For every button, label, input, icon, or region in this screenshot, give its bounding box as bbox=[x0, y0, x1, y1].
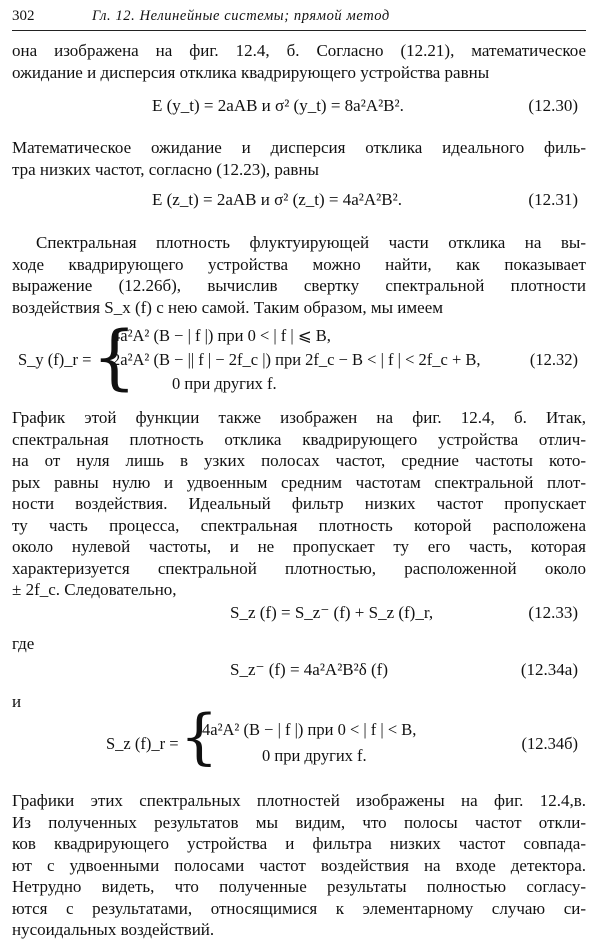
case-row: 0 при других f. bbox=[262, 746, 367, 765]
text-line: выражение (12.26б), вычислив свертку спектральной плотности bbox=[12, 276, 586, 295]
equation-12-32 bbox=[12, 316, 586, 400]
text-line: тра низких частот, согласно (12.23), равны bbox=[12, 159, 319, 179]
equation-body: S_z⁻ (f) = 4a²A²B²δ (f) bbox=[230, 660, 388, 679]
equation-12-30 bbox=[12, 96, 586, 122]
paragraph-2 bbox=[12, 137, 586, 180]
text-line: ности воздействия. Идеальный фильтр низких частот пропускает bbox=[12, 494, 586, 513]
page-header bbox=[12, 8, 586, 31]
page-number: 302 bbox=[12, 8, 35, 24]
paragraph-5 bbox=[12, 790, 586, 941]
equation-lhs: S_y (f)_r = bbox=[18, 350, 92, 369]
word-i: и bbox=[12, 692, 22, 711]
text-line: воздействия S_x (f) с нею самой. Таким образом, мы имеем bbox=[12, 297, 444, 317]
left-brace: { bbox=[180, 702, 219, 772]
paragraph-1 bbox=[12, 40, 586, 83]
case-row: 4a²A² (B − | f |) при 0 < | f | ⩽ B, bbox=[112, 326, 331, 345]
text-line: Математическое ожидание и дисперсия отклика идеального филь- bbox=[12, 138, 586, 157]
text-line: ются с результатами, относящимися к элементарному случаю си- bbox=[12, 898, 586, 918]
case-row: 4a²A² (B − | f |) при 0 < | f | < B, bbox=[202, 720, 417, 739]
equation-body: S_z (f) = S_z⁻ (f) + S_z (f)_r, bbox=[230, 603, 434, 622]
equation-number: (12.34б) bbox=[521, 734, 578, 753]
equation-number: (12.31) bbox=[528, 190, 578, 209]
equation-lhs: S_z (f)_r = bbox=[106, 734, 179, 753]
text-line: она изображена на фиг. 12.4, б. Согласно (12.21), математическое bbox=[12, 41, 586, 60]
equation-12-31 bbox=[12, 190, 586, 216]
equation-12-34a bbox=[12, 660, 586, 686]
text-line: Графики этих спектральных плотностей изображены на фиг. 12.4,в. bbox=[12, 791, 586, 810]
word-gde: где bbox=[12, 634, 35, 653]
text-line: Из полученных результатов мы видим, что полосы частот откли- bbox=[12, 812, 586, 832]
equation-number: (12.33) bbox=[528, 603, 578, 622]
text-line: График этой функции также изображен на фиг. 12.4, б. Итак, bbox=[12, 408, 586, 427]
equation-body: E (z_t) = 2aAB и σ² (z_t) = 4a²A²B². bbox=[152, 190, 402, 209]
text-line: спектральная плотность отклика квадрирующего устройства отлич- bbox=[12, 429, 586, 449]
text-line: Спектральная плотность флуктуирующей части отклика на вы- bbox=[36, 233, 586, 252]
paragraph-3 bbox=[12, 232, 586, 318]
text-line: Нетрудно видеть, что полученные результаты полностью согласу- bbox=[12, 877, 586, 896]
text-line: рых равны нулю и удвоенным средним частотам спектральной плот- bbox=[12, 472, 586, 492]
equation-number: (12.30) bbox=[528, 96, 578, 115]
text-line: ± 2f_c. Следовательно, bbox=[12, 580, 177, 599]
text-line: ют с удвоенными полосами частот воздействия на входе детектора. bbox=[12, 855, 586, 875]
text-line: ожидание и дисперсия отклика квадрирующего устройства равны bbox=[12, 62, 490, 82]
equation-number: (12.32) bbox=[529, 350, 578, 369]
text-line: на от нуля лишь в узких полосах частот, средние частоты кото- bbox=[12, 451, 586, 470]
text-line: ков квадрирующего устройства и фильтра низких частот совпада- bbox=[12, 834, 586, 853]
equation-12-34b bbox=[12, 702, 586, 772]
equation-12-33 bbox=[12, 603, 586, 629]
left-brace: { bbox=[92, 316, 137, 398]
running-title: Гл. 12. Нелинейные системы; прямой метод bbox=[92, 8, 390, 24]
text-line: ходе квадрирующего устройства можно найти, как показывает bbox=[12, 254, 586, 274]
text-line: нусоидальных воздействий. bbox=[12, 920, 215, 939]
equation-number: (12.34а) bbox=[520, 660, 578, 679]
text-line: ту часть процесса, спектральная плотность которой расположена bbox=[12, 515, 586, 535]
equation-body: E (y_t) = 2aAB и σ² (y_t) = 8a²A²B². bbox=[152, 96, 404, 115]
text-line: характеризуется спектральной плотностью, расположенной около bbox=[12, 558, 586, 578]
case-row: 2a²A² (B − || f | − 2f_c |) при 2f_c − B < | f | < 2f_c + B, bbox=[112, 350, 481, 369]
case-row: 0 при других f. bbox=[172, 374, 277, 393]
paragraph-4 bbox=[12, 407, 586, 601]
text-line: около нулевой частоты, и не пропускает ту его часть, которая bbox=[12, 537, 586, 556]
